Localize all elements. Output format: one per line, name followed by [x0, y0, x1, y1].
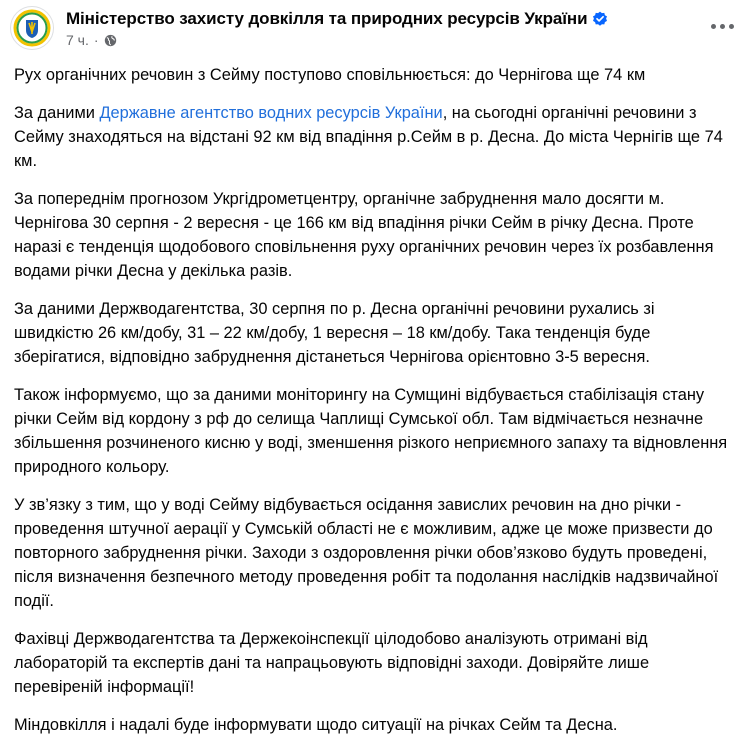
verified-badge-icon: [592, 11, 608, 27]
post-timestamp-link[interactable]: 7 ч.: [66, 32, 89, 48]
ministry-emblem-icon[interactable]: [10, 6, 54, 50]
post-paragraph-3: За попереднім прогнозом Укргідрометцентру, органічне забруднення мало досягти м. Чернігова 30 серпня - 2 вересня - це 166 км від впадіння річки Сейм в річку Десна. Проте наразі є тенденція щодобового сповільнення руху органічних речовин через їх розбавлення водами річки Десна у декілька разів.: [14, 190, 714, 280]
paragraph-2-before: За даними: [14, 104, 100, 122]
more-dot: [720, 24, 725, 29]
post-paragraph-5: Також інформуємо, що за даними моніторингу на Сумщині відбувається стабілізація стану річки Сейм від кордону з рф до селища Чаплищі Сумської обл. Там відмічається незначне збільшення розчиненого кисню у воді, зменшення різкого неприємного запаху та відновлення природного кольору.: [14, 386, 728, 476]
more-dot: [711, 24, 716, 29]
post-paragraph-8: Міндовкілля і надалі буде інформувати щодо ситуації на річках Сейм та Десна.: [14, 716, 618, 734]
page-name-link[interactable]: Міністерство захисту довкілля та природних ресурсів України: [66, 9, 588, 28]
more-options-icon[interactable]: [704, 8, 740, 44]
post-meta: [66, 6, 608, 48]
name-row: [66, 9, 608, 29]
post-body: [14, 63, 738, 751]
post-paragraph-7: Фахівці Держводагентства та Держекоінспекції цілодобово аналізують отримані від лабораторій та експертів дані та напрацьовують відповідні заходи. Довіряйте лише перевіреній інформації!: [14, 630, 650, 696]
post-paragraph-4: За даними Держводагентства, 30 серпня по р. Десна органічні речовини рухались зі швидкістю 26 км/добу, 31 – 22 км/добу, 1 вересня – 18 км/добу. Така тенденція буде зберігатися, відповідно забруднення дістанеться Чернігова орієнтовно 3-5 вересня.: [14, 300, 655, 366]
post-paragraph-1: Рух органічних речовин з Сейму поступово сповільнюється: до Чернігова ще 74 км: [14, 66, 646, 84]
paragraph-2-after: , на сьогодні органічні речовини з Сейму знаходяться на відстані 92 км від впадіння р.Сейм в р. Десна. До міста Чернігів ще 74 км.: [14, 104, 723, 170]
post-paragraph-2: [14, 101, 738, 173]
water-agency-link[interactable]: Державне агентство водних ресурсів України: [99, 104, 443, 122]
globe-icon[interactable]: [104, 34, 117, 47]
more-dot: [729, 24, 734, 29]
post-paragraph-6: У зв’язку з тим, що у воді Сейму відбувається осідання завислих речовин на дно річки - проведення штучної аерації у Сумській області не є можливим, адже це може призвести до повторного забруднення річки. Заходи з оздоровлення річки обов’язково будуть проведені, після визначення безпечного методу проведення робіт та подолання наслідків надзвичайної події.: [14, 496, 719, 610]
separator-dot: ·: [93, 32, 99, 48]
post-header: [10, 6, 740, 56]
post-subline: [66, 32, 608, 48]
